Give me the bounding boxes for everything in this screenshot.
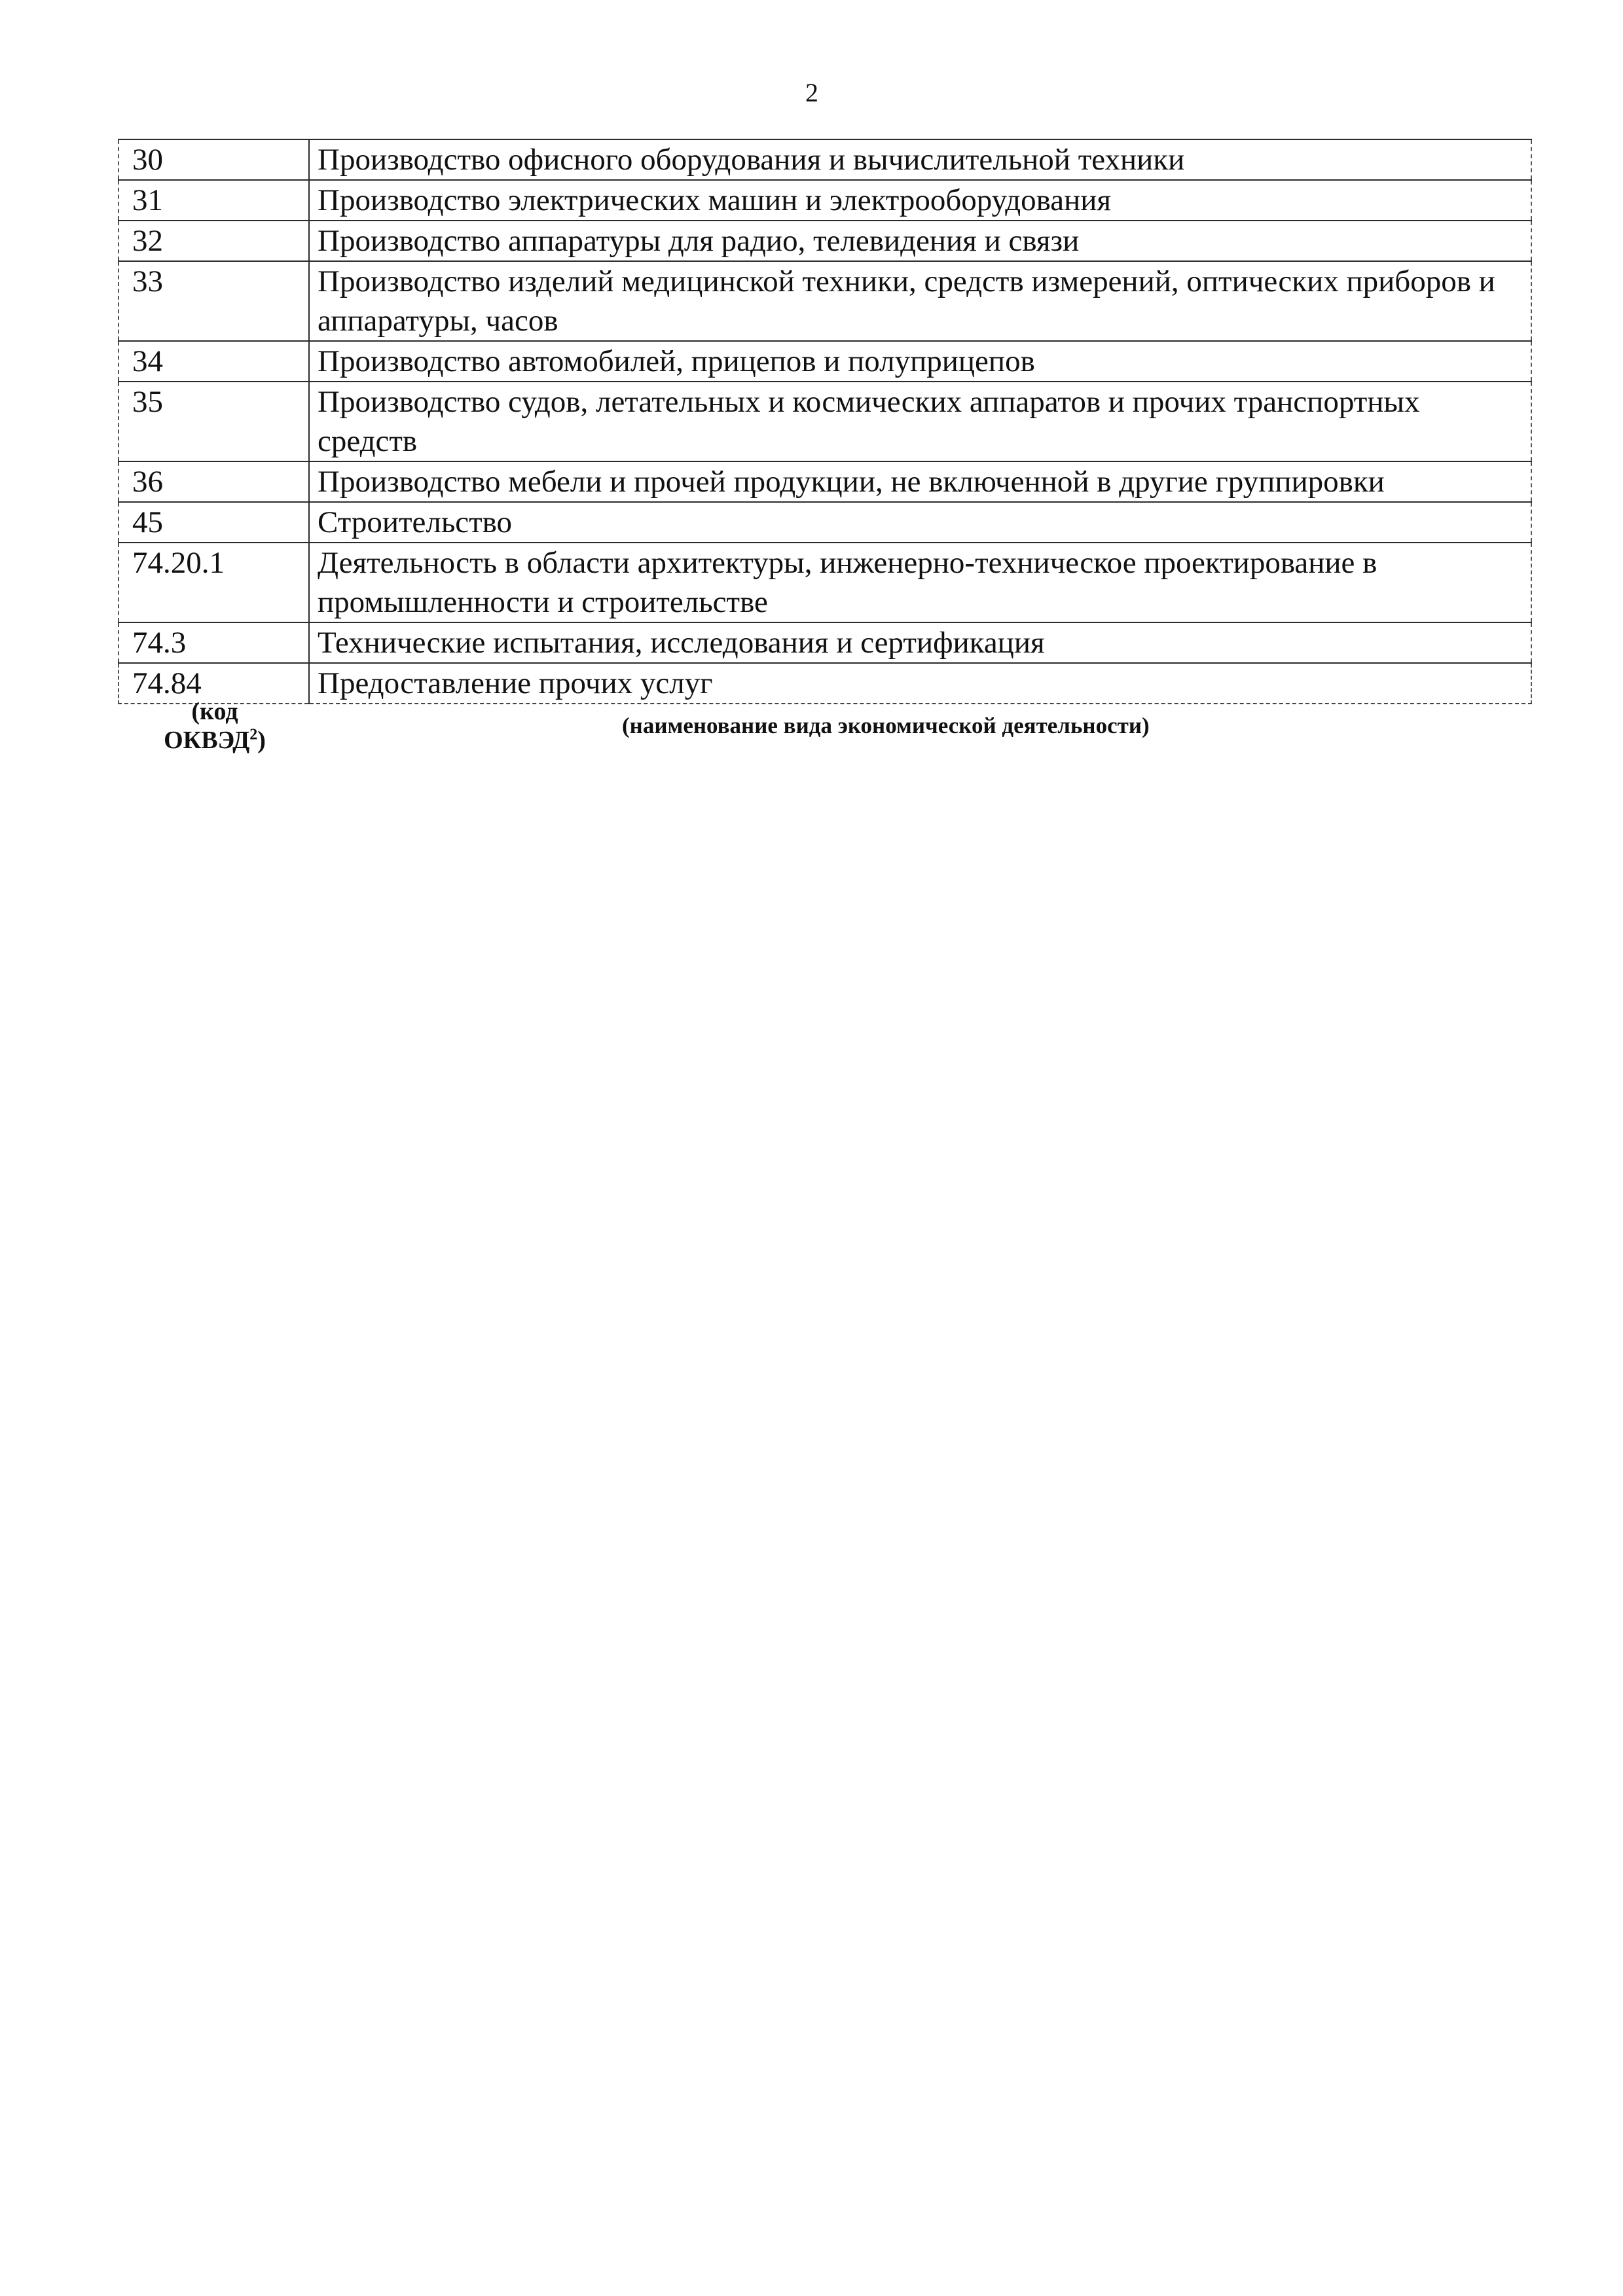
table-row (119, 663, 1531, 704)
okved-table (118, 139, 1532, 704)
okved-code: 34 (119, 341, 309, 382)
activity-name: Производство электрических машин и электрооборудования (309, 180, 1531, 221)
okved-code: 74.84 (119, 663, 309, 704)
activity-name: Производство автомобилей, прицепов и полуприцепов (309, 341, 1531, 382)
okved-code: 32 (119, 221, 309, 261)
activity-name: Предоставление прочих услуг (309, 663, 1531, 704)
code-caption-close: ) (257, 726, 266, 754)
okved-code: 45 (119, 502, 309, 543)
footnote-marker: 2 (249, 726, 258, 744)
table-row (119, 502, 1531, 543)
okved-code: 30 (119, 139, 309, 180)
activity-name: Производство изделий медицинской техники, средств измерений, оптических приборов и аппаратуры, часов (309, 261, 1531, 341)
okved-code: 74.20.1 (119, 543, 309, 622)
activity-name: Деятельность в области архитектуры, инженерно-техническое проектирование в промышленности и строительстве (309, 543, 1531, 622)
table-row (119, 461, 1531, 502)
activity-name: Производство мебели и прочей продукции, не включенной в другие группировки (309, 461, 1531, 502)
name-column-caption: (наименование вида экономической деятельности) (622, 713, 1150, 738)
activity-name: Строительство (309, 502, 1531, 543)
activity-name: Технические испытания, исследования и сертификация (309, 622, 1531, 663)
code-caption-line1: (код (191, 698, 238, 725)
table-row (119, 180, 1531, 221)
page-number: 2 (805, 78, 818, 107)
okved-code: 36 (119, 461, 309, 502)
code-caption-okved: ОКВЭД (164, 726, 250, 754)
table-row (119, 139, 1531, 180)
table-row (119, 382, 1531, 461)
activity-name: Производство аппаратуры для радио, телевидения и связи (309, 221, 1531, 261)
okved-code: 74.3 (119, 622, 309, 663)
table-row (119, 261, 1531, 341)
table-row (119, 543, 1531, 622)
table-row (119, 221, 1531, 261)
table-row (119, 341, 1531, 382)
activity-name: Производство офисного оборудования и вычислительной техники (309, 139, 1531, 180)
okved-code: 31 (119, 180, 309, 221)
okved-code: 35 (119, 382, 309, 461)
code-caption-line2 (149, 726, 280, 755)
code-column-caption (149, 697, 280, 755)
activity-name: Производство судов, летательных и космических аппаратов и прочих транспортных средств (309, 382, 1531, 461)
table-row (119, 622, 1531, 663)
okved-code: 33 (119, 261, 309, 341)
